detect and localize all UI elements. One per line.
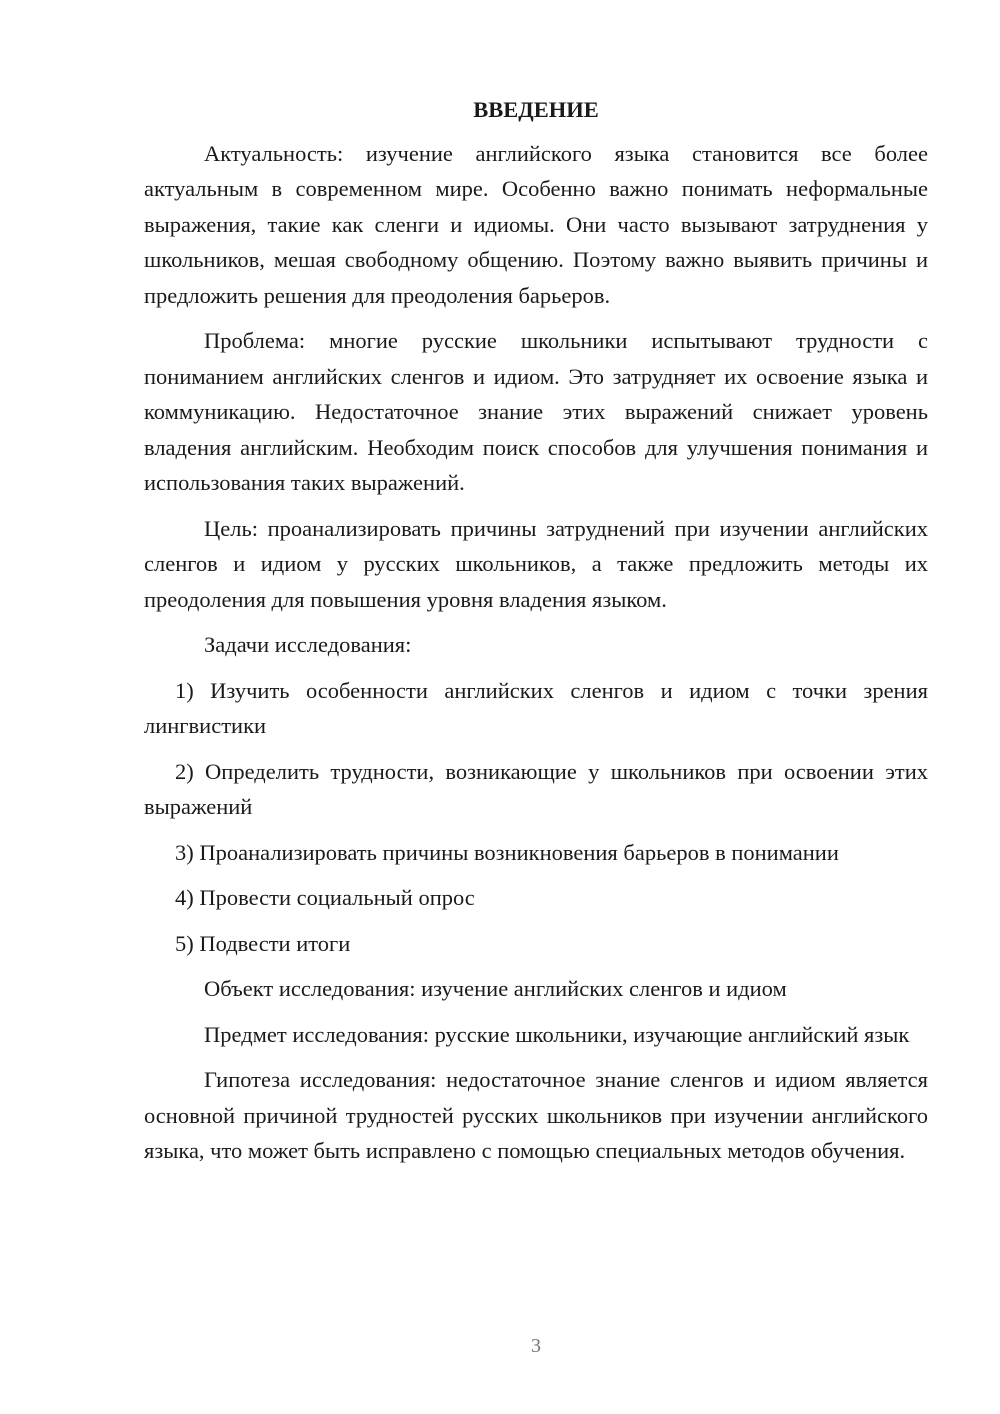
- task-item: 4) Провести социальный опрос: [175, 885, 475, 910]
- section-title: ВВЕДЕНИЕ: [473, 97, 599, 122]
- task-item: 1) Изучить особенности английских сленгов и идиом с точки зрения лингвистики: [144, 677, 928, 738]
- research-subject: Предмет исследования: русские школьники, изучающие английский язык: [204, 1021, 910, 1047]
- page-number: 3: [531, 1335, 541, 1357]
- page-content: [144, 92, 928, 1179]
- research-hypothesis: Гипотеза исследования: недостаточное знание сленгов и идиом является основной причиной трудностей русских школьников при изучении английского языка, что может быть исправлено с помощью специальных методов обучения.: [144, 1067, 928, 1163]
- tasks-heading: Задачи исследования:: [204, 632, 412, 657]
- goal-paragraph: Цель: проанализировать причины затруднений при изучении английских сленгов и идиом у русских школьников, а также предложить методы их преодоления для повышения уровня владения языком.: [144, 515, 928, 612]
- problem-paragraph: Проблема: многие русские школьники испытывают трудности с пониманием английских сленгов и идиом. Это затрудняет их освоение языка и коммуникацию. Недостаточное знание этих выражений снижает уровень владения английским. Необходим поиск способов для улучшения понимания и использования таких выражений.: [144, 328, 928, 495]
- task-item: 3) Проанализировать причины возникновения барьеров в понимании: [175, 839, 839, 865]
- task-item: 2) Определить трудности, возникающие у школьников при освоении этих выражений: [144, 758, 928, 819]
- research-object: Объект исследования: изучение английских сленгов и идиом: [204, 976, 787, 1001]
- task-item: 5) Подвести итоги: [175, 930, 351, 956]
- relevance-paragraph: Актуальность: изучение английского языка становится все более актуальным в современном мире. Особенно важно понимать неформальные выражения, такие как сленги и идиомы. Они часто вызывают затруднения у школьников, мешая свободному общению. Поэтому важно выявить причины и предложить решения для преодоления барьеров.: [144, 140, 928, 308]
